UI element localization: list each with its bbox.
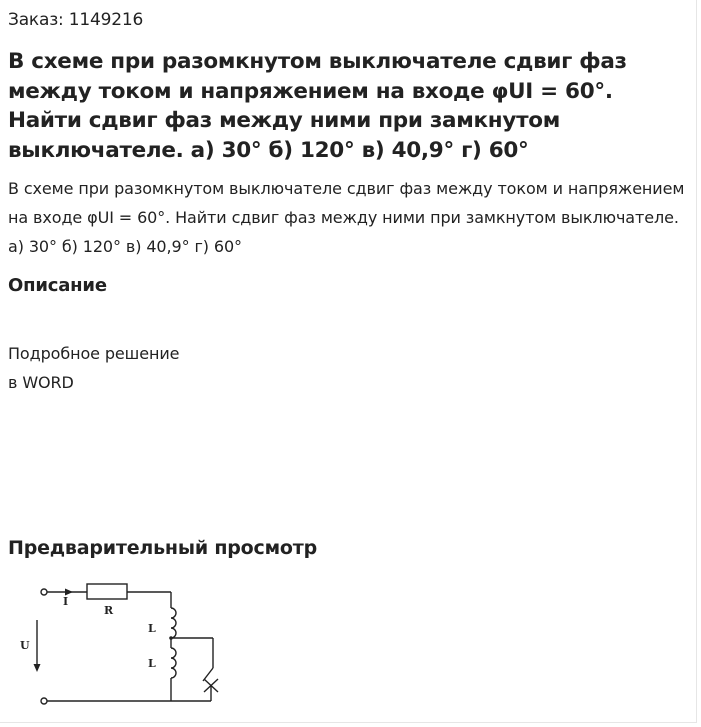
description-line-2: в WORD	[8, 373, 74, 392]
inductor-l1	[171, 608, 176, 638]
description-heading: Описание	[8, 275, 107, 296]
current-label: I	[63, 595, 69, 608]
circuit-preview-image	[8, 568, 248, 718]
resistor-label: R	[104, 604, 114, 617]
inductor-1-label: L	[148, 622, 156, 635]
page-title: В схеме при разомкнутом выключателе сдвиг фаз между током и напряжением на входе φUI = 60°. Найти сдвиг фаз между ними при замкнутом выключателе. а) 30° б) 120° в) 40,9° г) 60°	[8, 49, 627, 163]
description-text	[8, 339, 179, 397]
preview-heading: Предварительный просмотр	[8, 537, 317, 559]
inductor-2-label: L	[148, 657, 156, 670]
inductor-l2	[171, 648, 176, 678]
input-terminal-bottom	[41, 698, 47, 704]
order-number: Заказ: 1149216	[8, 10, 144, 30]
resistor-r	[87, 584, 127, 599]
circuit-diagram	[8, 568, 248, 718]
voltage-arrow-head	[34, 664, 41, 672]
description-line-1: Подробное решение	[8, 344, 180, 363]
problem-summary: В схеме при разомкнутом выключателе сдвиг фаз между током и напряжением на входе φUI = 60°. Найти сдвиг фаз между ними при замкнутом выключателе. а) 30° б) 120° в) 40,9° г) 60°	[8, 179, 685, 256]
voltage-label: U	[20, 639, 30, 652]
input-terminal-top	[41, 589, 47, 595]
